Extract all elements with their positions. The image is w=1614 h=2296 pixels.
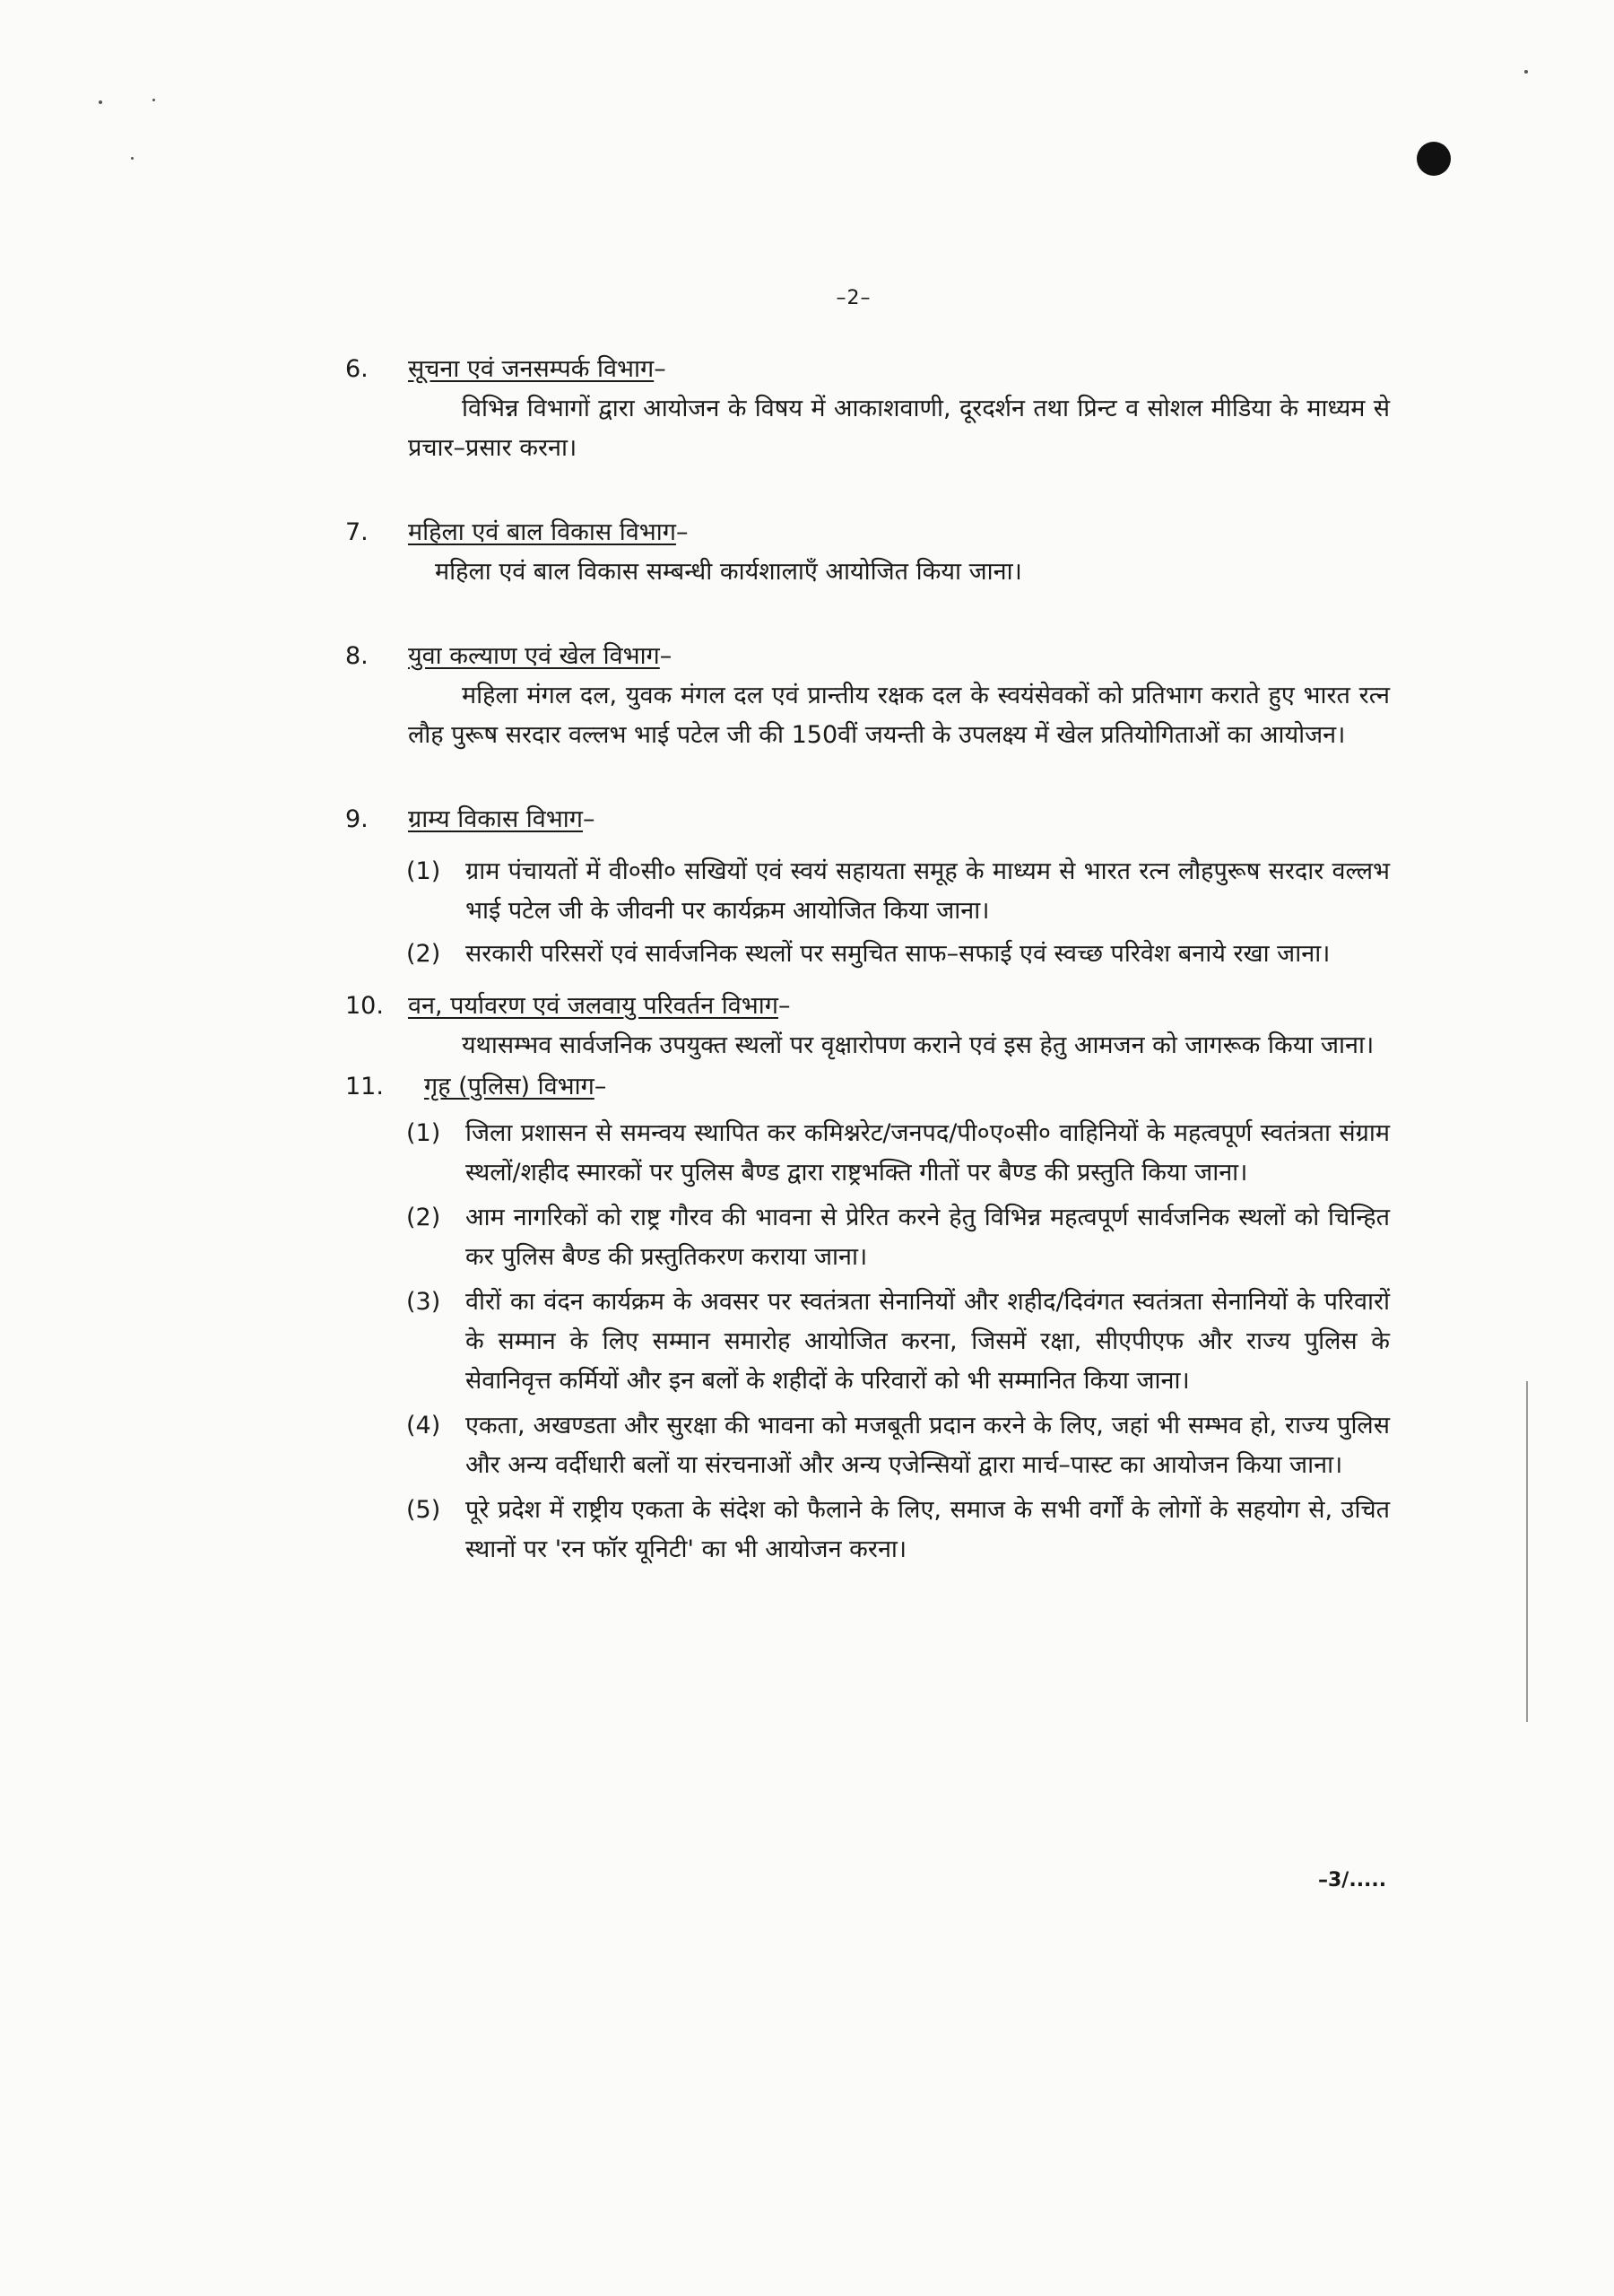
scan-speck [99,100,102,104]
list-item [406,1198,1390,1277]
section-number: 8. [345,642,369,670]
section-number: 11. [345,1073,384,1100]
list-item-text: एकता, अखण्डता और सुरक्षा की भावना को मजबूती प्रदान करने के लिए, जहां भी सम्भव हो, राज्य पुलिस और अन्य वर्दीधारी बलों या संरचनाओं और अन्य एजेन्सियों द्वारा मार्च–पास्ट का आयोजन किया जाना। [465,1412,1390,1479]
section-number: 10. [345,992,384,1020]
list-item-number: (1) [406,1119,441,1147]
section-heading: वन, पर्यावरण एवं जलवायु परिवर्तन विभाग [408,992,778,1020]
list-item-number: (1) [406,857,441,885]
section-11: 11. गृह (पुलिस) विभाग– (1) जिला प्रशासन से समन्वय स्थापित कर कमिश्नरेट/जनपद/पी०ए०सी० वाहिनियों के महत्वपूर्ण स्वतंत्रता संग्राम स्थलों/शहीद स्मारकों पर पुलिस बैण्ड द्वारा राष्ट्रभक्ति गीतों पर बैण्ड की प्रस्तुति किया जाना। (2) आम नागरिकों को राष्ट्र गौरव की भावना से प्रेरित करने हेतु विभिन्न महत्वपूर्ण सार्वजनिक स्थलों को चिन्हित कर पुलिस बैण्ड की प्रस्तुतिकरण कराया जाना। (3) वीरों का वंदन कार्यक्रम के अवसर पर स्वतंत्रता सेनानियों और शहीद/दिवंगत स्वतंत्रता सेनानियों के परिवारों के सम्मान के लिए सम्मान समारोह आयोजित करना, जिसमें रक्षा, सीएपीएफ और राज्य पुलिस के सेवानिवृत्त कर्मियों और इन बलों के शहीदों के परिवारों को भी सम्मानित किया जाना। (4) एकता, अखण्डता और सुरक्षा की भावना को मजबूती प्रदान करने के लिए, जहां भी सम्भव हो, राज्य पुलिस और अन्य वर्दीधारी बलों या संरचनाओं और अन्य एजेन्सियों द्वारा मार्च–पास्ट का आयोजन किया जाना। (5) पूरे प्रदेश में राष्ट्रीय एकता के संदेश को फैलाने के लिए, समाज के सभी वर्गों के लोगों के सहयोग से, उचित स्थानों पर 'रन फॉर यूनिटी' का भी आयोजन करना। [345,1067,1390,1570]
section-heading: गृह (पुलिस) विभाग [424,1073,594,1100]
scan-speck [131,157,134,160]
section-text: महिला मंगल दल, युवक मंगल दल एवं प्रान्तीय रक्षक दल के स्वयंसेवकों को प्रतिभाग कराते हुए भारत रत्न लौह पुरूष सरदार वल्लभ भाई पटेल जी की 150वीं जयन्ती के उपलक्ष्य में खेल प्रतियोगिताओं का आयोजन। [408,682,1390,749]
list-item [406,1114,1390,1193]
section-6: 6. सूचना एवं जनसम्पर्क विभाग– विभिन्न विभागों द्वारा आयोजन के विषय में आकाशवाणी, दूरदर्शन तथा प्रिन्ट व सोशल मीडिया के माध्यम से प्रचार–प्रसार करना। [345,350,1390,468]
section-9: 9. ग्राम्य विकास विभाग– (1) ग्राम पंचायतों में वी०सी० सखियों एवं स्वयं सहायता समूह के माध्यम से भारत रत्न लौहपुरूष सरदार वल्लभ भाई पटेल जी के जीवनी पर कार्यक्रम आयोजित किया जाना। (2) सरकारी परिसरों एवं सार्वजनिक स्थलों पर समुचित साफ–सफाई एवं स्वच्छ परिवेश बनाये रखा जाना। [345,800,1390,974]
list-item-text: जिला प्रशासन से समन्वय स्थापित कर कमिश्नरेट/जनपद/पी०ए०सी० वाहिनियों के महत्वपूर्ण स्वतंत्रता संग्राम स्थलों/शहीद स्मारकों पर पुलिस बैण्ड द्वारा राष्ट्रभक्ति गीतों पर बैण्ड की प्रस्तुति किया जाना। [465,1119,1390,1187]
list-item [406,1406,1390,1485]
section-number: 6. [345,355,369,383]
list-item-text: आम नागरिकों को राष्ट्र गौरव की भावना से प्रेरित करने हेतु विभिन्न महत्वपूर्ण सार्वजनिक स्थलों को चिन्हित कर पुलिस बैण्ड की प्रस्तुतिकरण कराया जाना। [465,1204,1390,1271]
section-text: विभिन्न विभागों द्वारा आयोजन के विषय में आकाशवाणी, दूरदर्शन तथा प्रिन्ट व सोशल मीडिया के माध्यम से प्रचार–प्रसार करना। [408,395,1390,462]
section-heading: सूचना एवं जनसम्पर्क विभाग [408,355,655,383]
section-text: महिला एवं बाल विकास सम्बन्धी कार्यशालाएँ आयोजित किया जाना। [435,558,1022,586]
section-heading: महिला एवं बाल विकास विभाग [408,518,676,546]
scan-margin-line [1526,1381,1528,1722]
list-item [406,1283,1390,1401]
list-item-number: (3) [406,1288,441,1316]
scan-speck [1524,70,1528,74]
section-number: 7. [345,518,369,546]
list-item-text: पूरे प्रदेश में राष्ट्रीय एकता के संदेश को फैलाने के लिए, समाज के सभी वर्गों के लोगों के सहयोग से, उचित स्थानों पर 'रन फॉर यूनिटी' का भी आयोजन करना। [465,1496,1390,1563]
list-item [406,852,1390,931]
section-7: 7. महिला एवं बाल विकास विभाग– महिला एवं बाल विकास सम्बन्धी कार्यशालाएँ आयोजित किया जाना। [345,513,1390,592]
list-item-number: (4) [406,1412,441,1439]
continuation-marker: –3/..... [1318,1869,1387,1892]
scan-speck [152,99,155,101]
page-number: –2– [836,287,872,309]
list-item [406,1491,1390,1570]
list-item-text: ग्राम पंचायतों में वी०सी० सखियों एवं स्वयं सहायता समूह के माध्यम से भारत रत्न लौहपुरूष सरदार वल्लभ भाई पटेल जी के जीवनी पर कार्यक्रम आयोजित किया जाना। [465,857,1390,925]
list-item-number: (2) [406,940,441,968]
section-text: यथासम्भव सार्वजनिक उपयुक्त स्थलों पर वृक्षारोपण कराने एवं इस हेतु आमजन को जागरूक किया जाना। [462,1031,1375,1059]
list-item-number: (5) [406,1496,441,1524]
list-item-number: (2) [406,1204,441,1231]
document-body [345,350,1390,1570]
section-number: 9. [345,805,369,833]
punch-hole [1417,142,1451,176]
section-8: 8. युवा कल्याण एवं खेल विभाग– महिला मंगल दल, युवक मंगल दल एवं प्रान्तीय रक्षक दल के स्वयंसेवकों को प्रतिभाग कराते हुए भारत रत्न लौह पुरूष सरदार वल्लभ भाई पटेल जी की 150वीं जयन्ती के उपलक्ष्य में खेल प्रतियोगिताओं का आयोजन। [345,637,1390,755]
list-item-text: सरकारी परिसरों एवं सार्वजनिक स्थलों पर समुचित साफ–सफाई एवं स्वच्छ परिवेश बनाये रखा जाना। [465,940,1331,968]
list-item [406,935,1390,974]
section-heading: ग्राम्य विकास विभाग [408,805,583,833]
section-heading: युवा कल्याण एवं खेल विभाग [408,642,660,670]
section-10: 10. वन, पर्यावरण एवं जलवायु परिवर्तन विभाग– यथासम्भव सार्वजनिक उपयुक्त स्थलों पर वृक्षारोपण कराने एवं इस हेतु आमजन को जागरूक किया जाना। [345,987,1390,1065]
list-item-text: वीरों का वंदन कार्यक्रम के अवसर पर स्वतंत्रता सेनानियों और शहीद/दिवंगत स्वतंत्रता सेनानियों के परिवारों के सम्मान के लिए सम्मान समारोह आयोजित करना, जिसमें रक्षा, सीएपीएफ और राज्य पुलिस के सेवानिवृत्त कर्मियों और इन बलों के शहीदों के परिवारों को भी सम्मानित किया जाना। [465,1288,1390,1395]
